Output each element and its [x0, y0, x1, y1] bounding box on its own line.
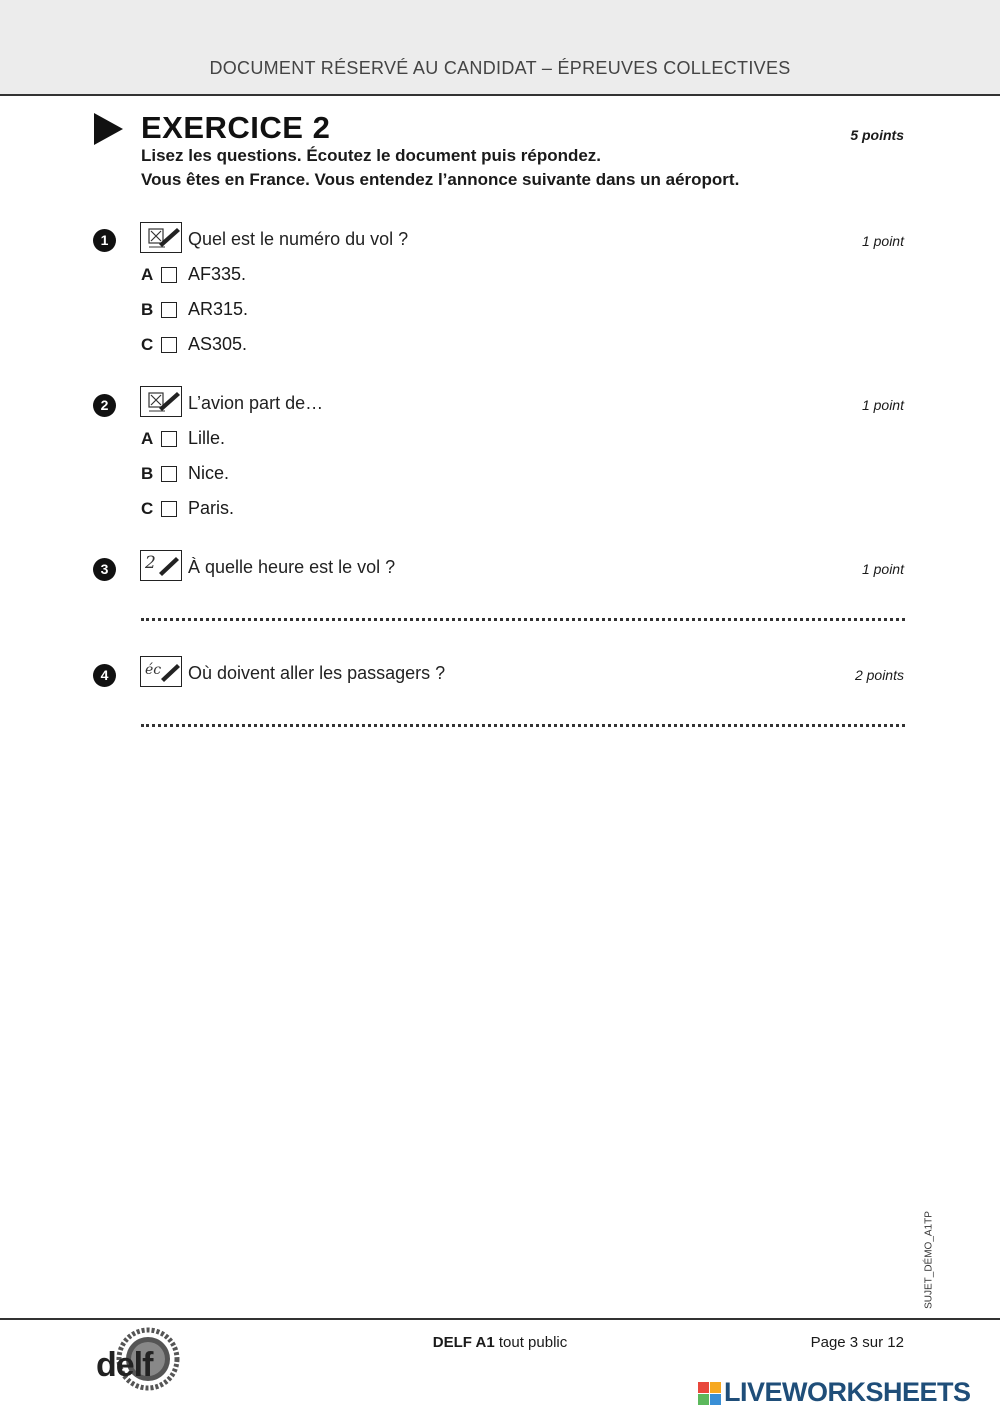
option-text: Nice.	[188, 463, 230, 483]
instruction-line-2: Vous êtes en France. Vous entendez l’annonce suivante dans un aéroport.	[141, 170, 740, 189]
question-points-4: 2 points	[854, 667, 904, 683]
play-arrow-icon	[94, 113, 123, 145]
option-text: AF335.	[188, 264, 247, 284]
question-number-4: 4	[93, 664, 116, 687]
option-text: AS305.	[188, 334, 248, 354]
answer-line-4[interactable]	[141, 724, 905, 727]
option-checkbox[interactable]	[161, 267, 177, 283]
checkbox-pencil-icon	[140, 222, 182, 253]
option-checkbox[interactable]	[161, 466, 177, 482]
option-letter: A	[141, 429, 154, 448]
liveworksheets-brand[interactable]	[698, 1377, 994, 1409]
option-letter: C	[141, 499, 154, 518]
exercise-title: EXERCICE 2	[141, 110, 331, 145]
icon-label: éc	[145, 662, 162, 678]
header-text: DOCUMENT RÉSERVÉ AU CANDIDAT – ÉPREUVES COLLECTIVES	[209, 58, 791, 78]
question-text-2: L’avion part de…	[188, 393, 324, 413]
answer-line-3[interactable]	[141, 618, 905, 621]
option-text: Lille.	[188, 428, 226, 448]
option-letter: C	[141, 335, 154, 354]
option-text: Paris.	[188, 498, 235, 518]
side-code-text: SUJET_DÉMO_A1TP	[923, 1211, 935, 1309]
question-points-1: 1 point	[861, 233, 904, 249]
option-checkbox[interactable]	[161, 431, 177, 447]
logo-text: delf	[96, 1346, 153, 1384]
option-checkbox[interactable]	[161, 302, 177, 318]
question-number-1: 1	[93, 229, 116, 252]
option-letter: A	[141, 265, 154, 284]
page-number: Page 3 sur 12	[810, 1334, 904, 1351]
exam-level: DELF A1	[432, 1334, 495, 1351]
option-letter: B	[141, 300, 154, 319]
number-pencil-icon	[140, 550, 182, 581]
option-checkbox[interactable]	[161, 337, 177, 353]
liveworksheets-logo-icon	[698, 1382, 722, 1406]
option-text: AR315.	[188, 299, 249, 319]
write-pencil-icon	[140, 656, 182, 687]
footer-divider	[0, 1318, 1000, 1320]
option-letter: B	[141, 464, 154, 483]
question-text-4: Où doivent aller les passagers ?	[188, 663, 446, 683]
question-number-3: 3	[93, 558, 116, 581]
liveworksheets-text: LIVEWORKSHEETS	[724, 1377, 971, 1407]
question-text-3: À quelle heure est le vol ?	[188, 557, 396, 577]
question-points-3: 1 point	[861, 561, 904, 577]
checkbox-pencil-icon	[140, 386, 182, 417]
option-checkbox[interactable]	[161, 501, 177, 517]
side-code	[916, 1212, 942, 1308]
question-points-2: 1 point	[861, 397, 904, 413]
icon-label: 2	[145, 553, 156, 573]
page-header	[0, 0, 1000, 96]
instruction-line-1: Lisez les questions. Écoutez le document puis répondez.	[141, 146, 602, 165]
exercise-points: 5 points	[850, 127, 904, 143]
question-number-2: 2	[93, 394, 116, 417]
exam-audience: tout public	[494, 1334, 568, 1351]
question-text-1: Quel est le numéro du vol ?	[188, 229, 409, 249]
